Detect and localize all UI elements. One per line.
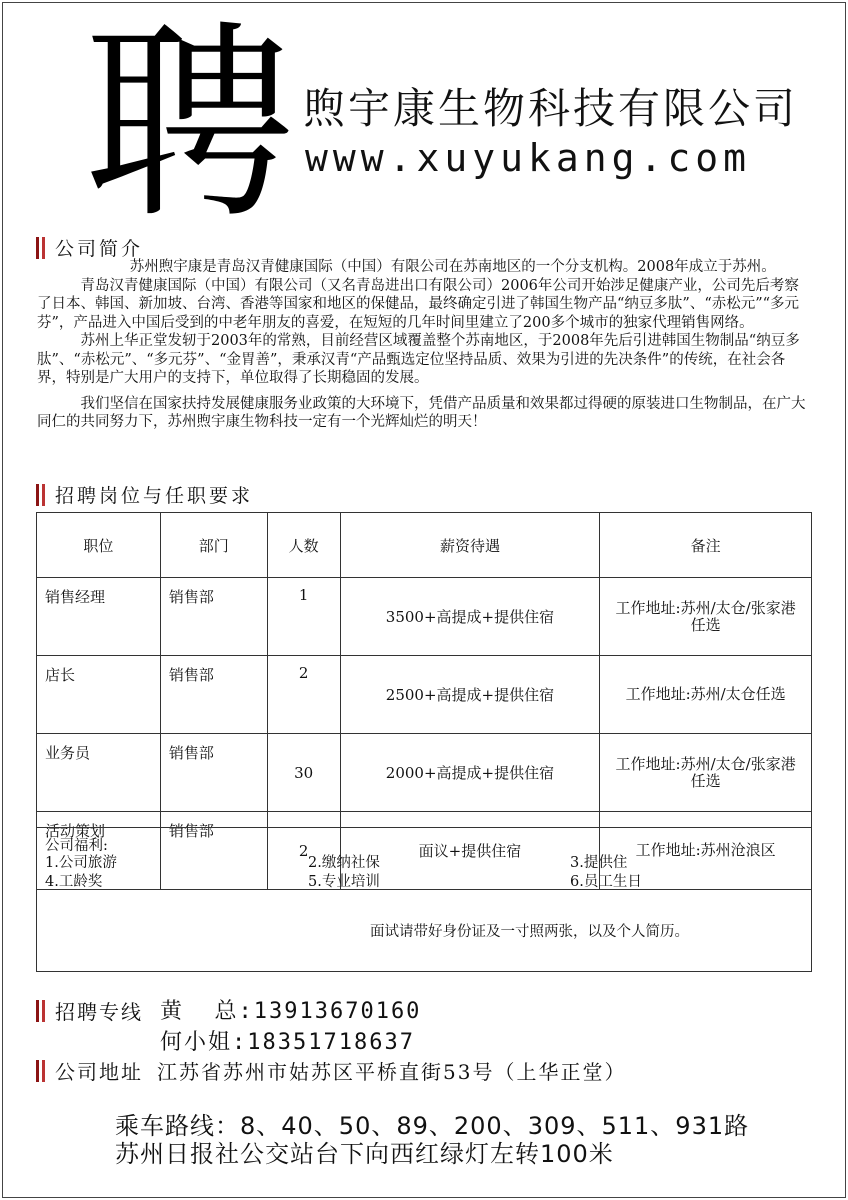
recruit-big-character: 聘	[84, 2, 289, 247]
company-intro	[37, 258, 813, 432]
col-header: 部门	[160, 513, 267, 578]
cell-position: 店长	[37, 656, 161, 734]
cell-salary: 3500+高提成+提供住宿	[340, 578, 600, 656]
address-label: 公司地址	[55, 1060, 143, 1084]
cell-note: 工作地址:苏州/太仓/张家港任选	[600, 578, 812, 656]
section-marker-icon	[36, 1060, 45, 1082]
cell-count: 2	[267, 812, 340, 890]
section-marker-icon	[36, 237, 45, 259]
company-website[interactable]: www.xuyukang.com	[305, 136, 752, 180]
cell-dept: 销售部	[160, 656, 267, 734]
intro-paragraph: 苏州上华正堂发轫于2003年的常熟，目前经营区域覆盖整个苏南地区，于2008年先后引进韩国生物制品“纳豆多肽”、“赤松元”、“多元芬”、“金胃善”，秉承汉青“产品甄选定位坚持品质、效果为引进的先决条件”的传统，在社会各界，特别是广大用户的支持下，单位取得了长期稳固的发展。	[37, 333, 800, 386]
cell-dept: 销售部	[160, 578, 267, 656]
benefit-item: 2.缴纳社保	[308, 855, 380, 871]
cell-position: 业务员	[37, 734, 161, 812]
address-section	[36, 1056, 626, 1085]
benefits-title: 公司福利:	[45, 838, 108, 854]
col-header: 人数	[267, 513, 340, 578]
cell-position: 销售经理	[37, 578, 161, 656]
cell-note: 工作地址:苏州沧浪区	[600, 812, 812, 890]
intro-paragraph: 苏州煦宇康是青岛汉青健康国际（中国）有限公司在苏南地区的一个分支机构。2008年成立于苏州。	[129, 259, 776, 275]
contact-section-header	[36, 996, 143, 1025]
benefit-item: 3.提供住	[570, 855, 628, 871]
phone-line-1[interactable]: 黄 总:13913670160	[160, 999, 422, 1024]
jobs-section-header	[36, 481, 253, 508]
table-header-row	[37, 513, 812, 578]
col-header: 职位	[37, 513, 161, 578]
intro-section-header	[36, 234, 143, 261]
bus-route: 乘车路线：8、40、50、89、200、309、511、931路	[115, 1112, 750, 1140]
contact-label: 招聘专线	[55, 1000, 143, 1024]
address-value: 江苏省苏州市姑苏区平桥直街53号（上华正堂）	[157, 1060, 627, 1084]
benefit-item: 5.专业培训	[308, 874, 380, 890]
phone-line-2[interactable]: 何小姐:18351718637	[160, 1030, 415, 1055]
cell-count: 1	[267, 578, 340, 656]
benefit-item: 6.员工生日	[570, 874, 642, 890]
table-row	[37, 578, 812, 656]
cell-count: 2	[267, 656, 340, 734]
section-marker-icon	[36, 1000, 45, 1022]
table-row	[37, 656, 812, 734]
cell-note: 工作地址:苏州/太仓/张家港任选	[600, 734, 812, 812]
col-header: 备注	[600, 513, 812, 578]
cell-salary: 面议+提供住宿	[340, 812, 600, 890]
benefits-box	[36, 827, 812, 972]
section-marker-icon	[36, 484, 45, 506]
cell-salary: 2500+高提成+提供住宿	[340, 656, 600, 734]
benefit-item: 4.工龄奖	[45, 874, 103, 890]
benefit-item: 1.公司旅游	[45, 855, 117, 871]
col-header: 薪资待遇	[340, 513, 600, 578]
cell-dept: 销售部	[160, 734, 267, 812]
cell-count: 30	[267, 734, 340, 812]
intro-title: 公司简介	[55, 238, 144, 260]
cell-dept: 销售部	[160, 812, 267, 890]
cell-position: 活动策划	[37, 812, 161, 890]
intro-paragraph: 我们坚信在国家扶持发展健康服务业政策的大环境下，凭借产品质量和效果都过得硬的原装进口生物制品，在广大同仁的共同努力下，苏州煦宇康生物科技一定有一个光辉灿烂的明天！	[37, 395, 806, 430]
cell-salary: 2000+高提成+提供住宿	[340, 734, 600, 812]
interview-note: 面试请带好身份证及一寸照两张，以及个人简历。	[370, 924, 689, 940]
table-row	[37, 734, 812, 812]
company-name: 煦宇康生物科技有限公司	[303, 84, 799, 133]
route-directions: 苏州日报社公交站台下向西红绿灯左转100米	[115, 1140, 614, 1168]
cell-note: 工作地址:苏州/太仓任选	[600, 656, 812, 734]
intro-paragraph: 青岛汉青健康国际（中国）有限公司（又名青岛进出口有限公司）2006年公司开始涉足健康产业，公司先后考察了日本、韩国、新加坡、台湾、香港等国家和地区的保健品，最终确定引进了韩国生物产品“纳豆多肽”、“赤松元”“多元芬”，产品进入中国后受到的中老年朋友的喜爱，在短短的几年时间里建立了200多个城市的独家代理销售网络。	[37, 277, 800, 331]
jobs-title: 招聘岗位与任职要求	[55, 485, 254, 507]
